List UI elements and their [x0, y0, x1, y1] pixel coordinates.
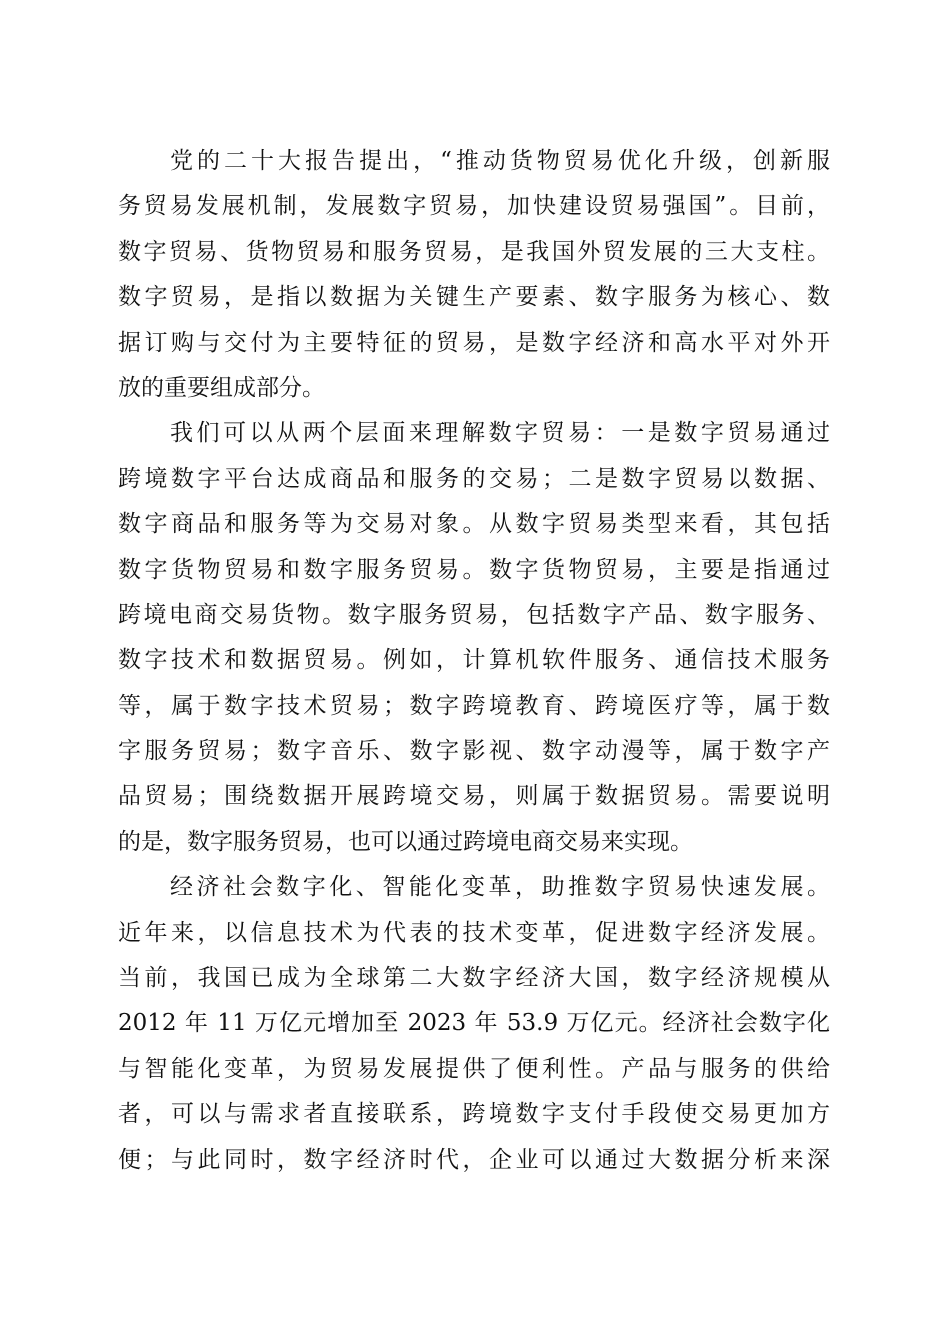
text-line: 近年来，以信息技术为代表的技术变革，促进数字经济发展。	[118, 919, 830, 946]
text-line: 字服务贸易；数字音乐、数字影视、数字动漫等，属于数字产	[118, 738, 830, 765]
text-line: 数字商品和服务等为交易对象。从数字贸易类型来看，其包括	[118, 511, 830, 538]
text-line: 我们可以从两个层面来理解数字贸易：一是数字贸易通过	[170, 420, 830, 447]
text-line: 数字货物贸易和数字服务贸易。数字货物贸易，主要是指通过	[118, 556, 830, 583]
text-line: 据订购与交付为主要特征的贸易，是数字经济和高水平对外开	[118, 329, 830, 356]
text-line: 数字技术和数据贸易。例如，计算机软件服务、通信技术服务	[118, 647, 830, 674]
text-line: 的是，数字服务贸易，也可以通过跨境电商交易来实现。	[118, 828, 693, 855]
paragraph-2	[118, 411, 830, 865]
text-line: 品贸易；围绕数据开展跨境交易，则属于数据贸易。需要说明	[118, 783, 830, 810]
text-line: 2012 年 11 万亿元增加至 2023 年 53.9 万亿元。经济社会数字化	[118, 1010, 830, 1037]
paragraph-3	[118, 865, 830, 1183]
text-line: 数字贸易、货物贸易和服务贸易，是我国外贸发展的三大支柱。	[118, 238, 830, 265]
text-line: 跨境电商交易货物。数字服务贸易，包括数字产品、数字服务、	[118, 601, 830, 628]
document-body	[118, 139, 830, 1183]
text-line: 与智能化变革，为贸易发展提供了便利性。产品与服务的供给	[118, 1055, 830, 1082]
text-line: 等，属于数字技术贸易；数字跨境教育、跨境医疗等，属于数	[118, 692, 830, 719]
text-line: 当前，我国已成为全球第二大数字经济大国，数字经济规模从	[118, 965, 830, 992]
paragraph-1	[118, 139, 830, 411]
text-line: 数字贸易，是指以数据为关键生产要素、数字服务为核心、数	[118, 284, 830, 311]
text-line: 务贸易发展机制，发展数字贸易，加快建设贸易强国”。目前，	[118, 193, 830, 220]
text-line: 便；与此同时，数字经济时代，企业可以通过大数据分析来深	[118, 1146, 830, 1173]
text-line: 党的二十大报告提出，“推动货物贸易优化升级，创新服	[170, 148, 830, 174]
text-line: 经济社会数字化、智能化变革，助推数字贸易快速发展。	[170, 874, 830, 901]
text-line: 放的重要组成部分。	[118, 374, 325, 401]
text-line: 者，可以与需求者直接联系，跨境数字支付手段使交易更加方	[118, 1101, 830, 1128]
text-line: 跨境数字平台达成商品和服务的交易；二是数字贸易以数据、	[118, 465, 830, 492]
